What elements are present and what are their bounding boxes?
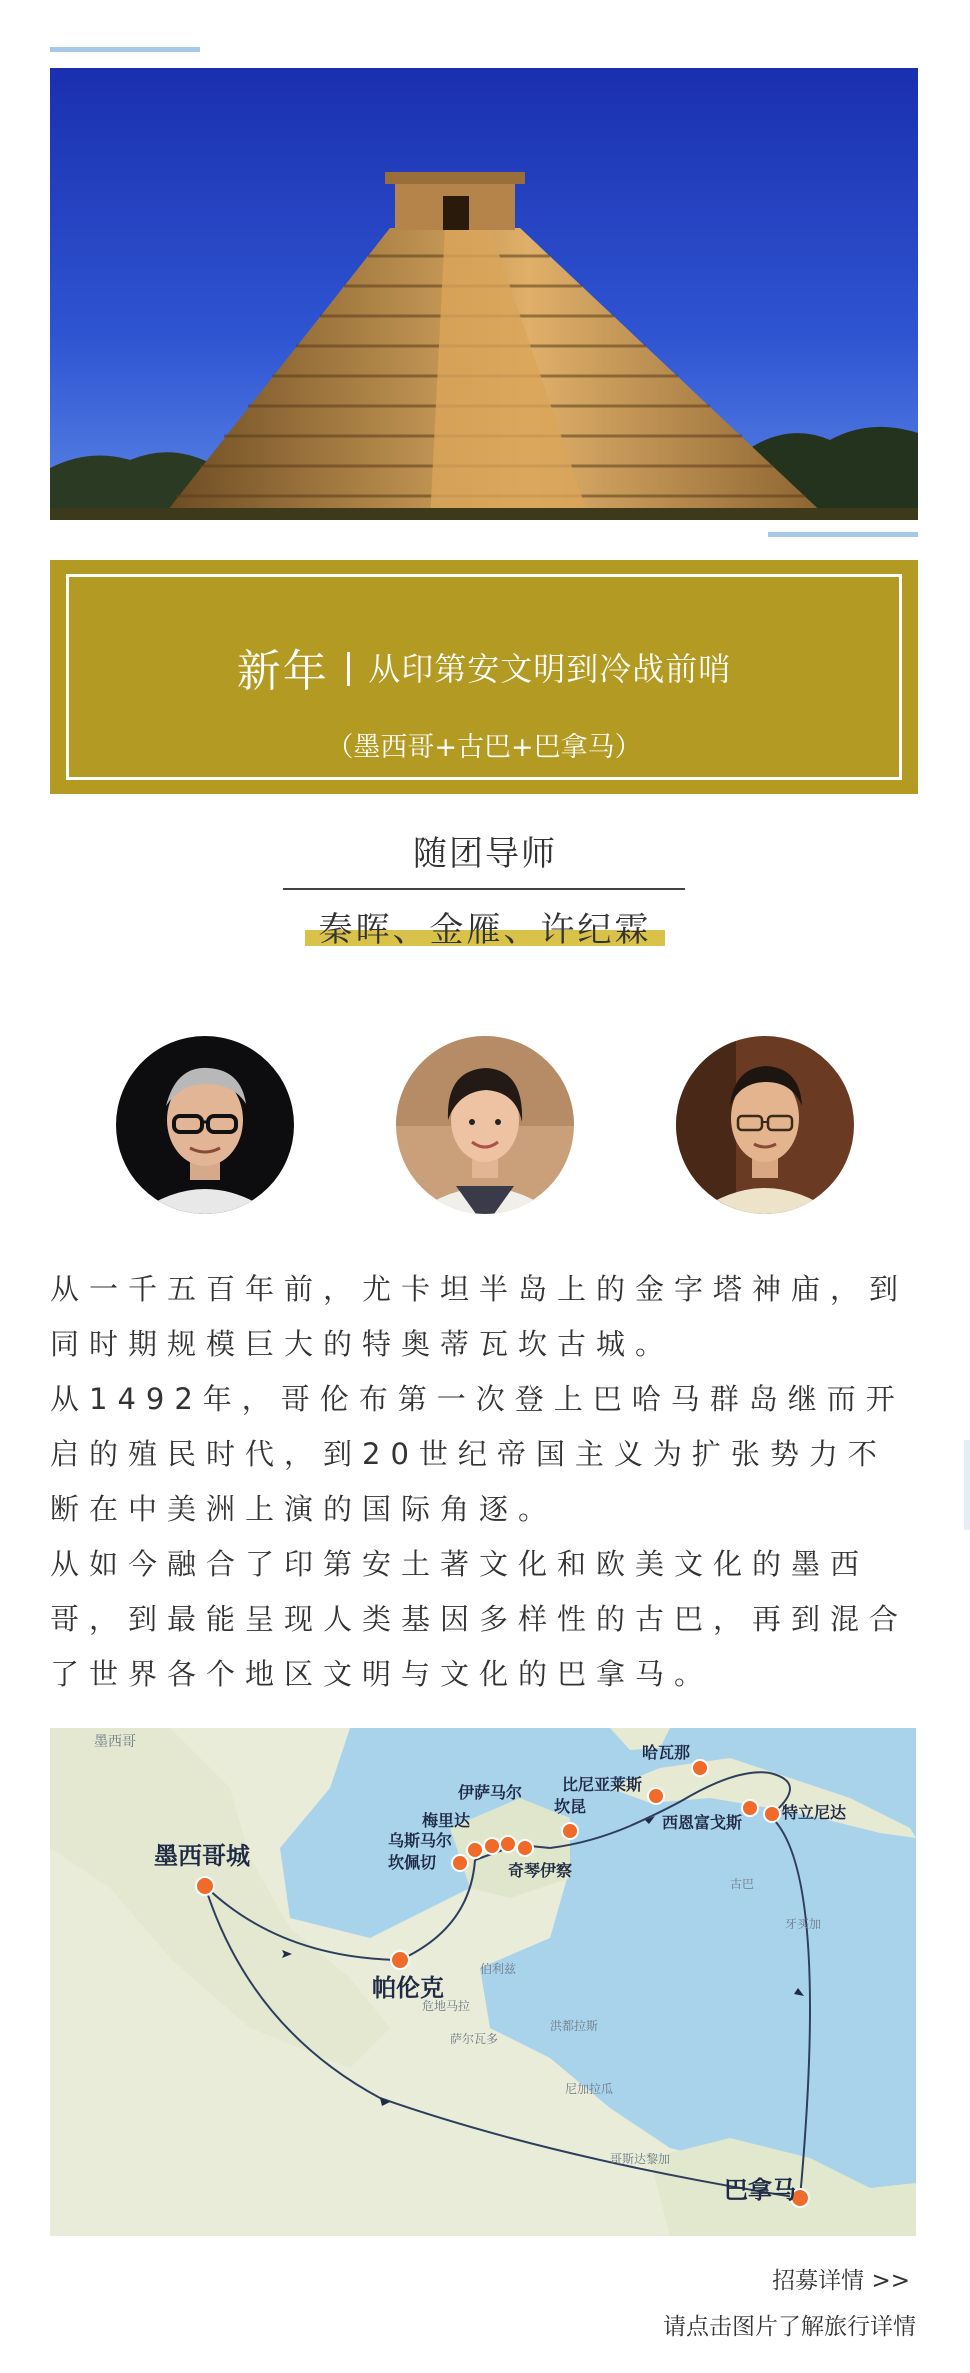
guide-names: 秦晖、金雁、许纪霖 (318, 910, 652, 950)
map-label-havana: 哈瓦那 (642, 1743, 691, 1762)
recruit-details-link[interactable]: 招募详情 >> (772, 2268, 910, 2294)
mid-accent-line (768, 532, 918, 537)
avatar-jin-yan (396, 1036, 574, 1214)
hero-pyramid-image[interactable] (50, 68, 918, 520)
map-base-costa-rica: 哥斯达黎加 (610, 2152, 671, 2166)
intro-paragraph-3: 从如今融合了印第安土著文化和欧美文化的墨西哥，到最能呈现人类基因多样性的古巴，再到混合了世界各个地区文明与文化的巴拿马。 (50, 1547, 909, 1691)
map-label-trinidad: 特立尼达 (782, 1803, 847, 1822)
map-base-cuba: 古巴 (730, 1877, 755, 1891)
tip-text: 请点击图片了解旅行详情 (663, 2314, 916, 2340)
intro-paragraph-2: 从1492年，哥伦布第一次登上巴哈马群岛继而开启的殖民时代，到20世纪帝国主义为扩张势力不断在中美洲上演的国际角逐。 (50, 1382, 905, 1526)
map-label-merida: 梅里达 (422, 1811, 471, 1830)
map-label-cancun: 坎昆 (554, 1797, 587, 1816)
map-label-palenque: 帕伦克 (372, 1974, 444, 2002)
route-map[interactable] (50, 1728, 916, 2236)
guide-heading: 随团导师 (413, 834, 557, 874)
banner-separator: | (342, 647, 355, 687)
banner-title: 新年 (236, 646, 329, 697)
map-base-el-salvador: 萨尔瓦多 (450, 2032, 499, 2046)
map-base-jamaica: 牙买加 (785, 1917, 822, 1931)
banner-title-row (69, 635, 899, 699)
map-label-panama: 巴拿马 (724, 2176, 796, 2204)
avatar-qin-hui (116, 1036, 294, 1214)
map-base-belize: 伯利兹 (480, 1962, 517, 1976)
intro-text (50, 1262, 920, 1702)
top-accent-line (50, 47, 200, 52)
avatar-xu-jilin (676, 1036, 854, 1214)
map-label-chichen-itza: 奇琴伊察 (508, 1861, 573, 1880)
map-label-uxmal: 乌斯马尔 (388, 1831, 453, 1850)
guide-divider (283, 888, 685, 890)
intro-paragraph-1: 从一千五百年前，尤卡坦半岛上的金字塔神庙，到同时期规模巨大的特奥蒂瓦坎古城。 (50, 1272, 909, 1361)
map-label-izamal: 伊萨马尔 (458, 1783, 523, 1802)
map-label-mexico-city: 墨西哥城 (154, 1842, 250, 1870)
map-base-nicaragua: 尼加拉瓜 (565, 2082, 614, 2096)
map-base-guatemala: 危地马拉 (422, 1999, 471, 2013)
map-base-mexico: 墨西哥 (94, 1734, 136, 1750)
guide-names-row (0, 902, 970, 951)
banner-frame (66, 574, 902, 780)
side-decoration (964, 1440, 970, 1530)
banner-countries: （墨西哥+古巴+巴拿马） (326, 732, 642, 763)
map-label-pinar: 比尼亚莱斯 (562, 1775, 643, 1794)
map-label-cienfuegos: 西恩富戈斯 (662, 1813, 743, 1832)
map-base-honduras: 洪都拉斯 (550, 2019, 599, 2033)
title-banner (50, 560, 918, 794)
map-label-campeche: 坎佩切 (388, 1853, 437, 1872)
banner-subtitle: 从印第安文明到冷战前哨 (368, 650, 732, 688)
